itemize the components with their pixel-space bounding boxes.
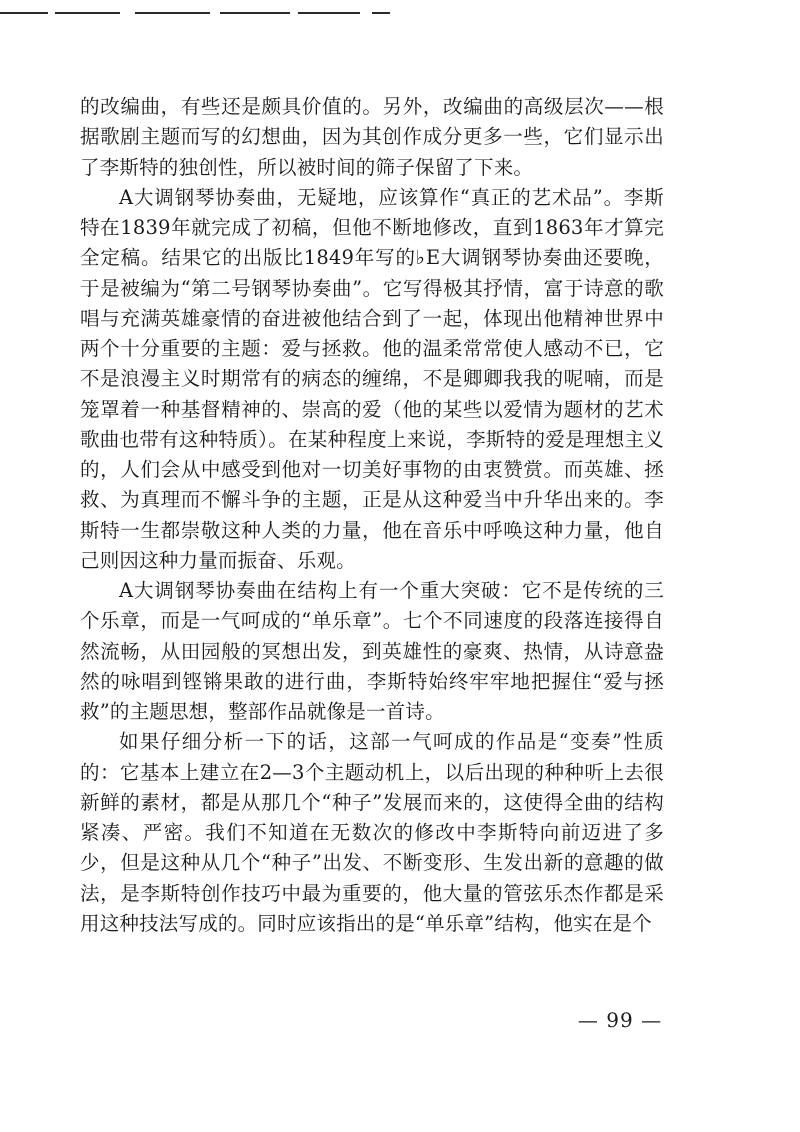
header-rule (372, 12, 390, 14)
header-rule (220, 12, 290, 14)
header-rule (135, 12, 210, 14)
paragraph: 如果仔细分析一下的话，这部一气呵成的作品是“变奏”性质的：它基本上建立在2—3个主题动机上，以后出现的种种听上去很新鲜的素材，都是从那几个“种子”发展而来的，这使得全曲的结构紧凑、严密。我们不知道在无数次的修改中李斯特向前迈进了多少，但是这种从几个“种子”出发、不断变形、生发出新的意趣的做法，是李斯特创作技巧中最为重要的，他大量的管弦乐杰作都是采用这种技法写成的。同时应该指出的是“单乐章”结构，他实在是个 (80, 730, 664, 935)
page-number: — 99 — (577, 1008, 663, 1032)
paragraph: A大调钢琴协奏曲在结构上有一个重大突破：它不是传统的三个乐章，而是一气呵成的“单乐章”。七个不同速度的段落连接得自然流畅，从田园般的冥想出发，到英雄性的豪爽、热情，从诗意盎然的咏唱到铿锵果敢的进行曲，李斯特始终牢牢地把握住“爱与拯救”的主题思想，整部作品就像是一首诗。 (80, 579, 664, 723)
header-rule (0, 12, 48, 14)
paragraph: 的改编曲，有些还是颇具价值的。另外，改编曲的高级层次——根据歌剧主题而写的幻想曲，因为其创作成分更多一些，它们显示出了李斯特的独创性，所以被时间的筛子保留了下来。 (80, 95, 664, 179)
paragraph: A大调钢琴协奏曲，无疑地，应该算作“真正的艺术品”。李斯特在1839年就完成了初稿，但他不断地修改，直到1863年才算完全定稿。结果它的出版比1849年写的♭E大调钢琴协奏曲还要晚，于是被编为“第二号钢琴协奏曲”。它写得极其抒情，富于诗意的歌唱与充满英雄豪情的奋进被他结合到了一起，体现出他精神世界中两个十分重要的主题：爱与拯救。他的温柔常常使人感动不已，它不是浪漫主义时期常有的病态的缠绵，不是卿卿我我的呢喃，而是笼罩着一种基督精神的、崇高的爱（他的某些以爱情为题材的艺术歌曲也带有这种特质）。在某种程度上来说，李斯特的爱是理想主义的，人们会从中感受到他对一切美好事物的由衷赞赏。而英雄、拯救、为真理而不懈斗争的主题，正是从这种爱当中升华出来的。李斯特一生都崇敬这种人类的力量，他在音乐中呼唤这种力量，他自己则因这种力量而振奋、乐观。 (80, 185, 664, 572)
header-rule (55, 12, 120, 14)
body-text (80, 92, 664, 939)
header-rule (298, 12, 360, 14)
